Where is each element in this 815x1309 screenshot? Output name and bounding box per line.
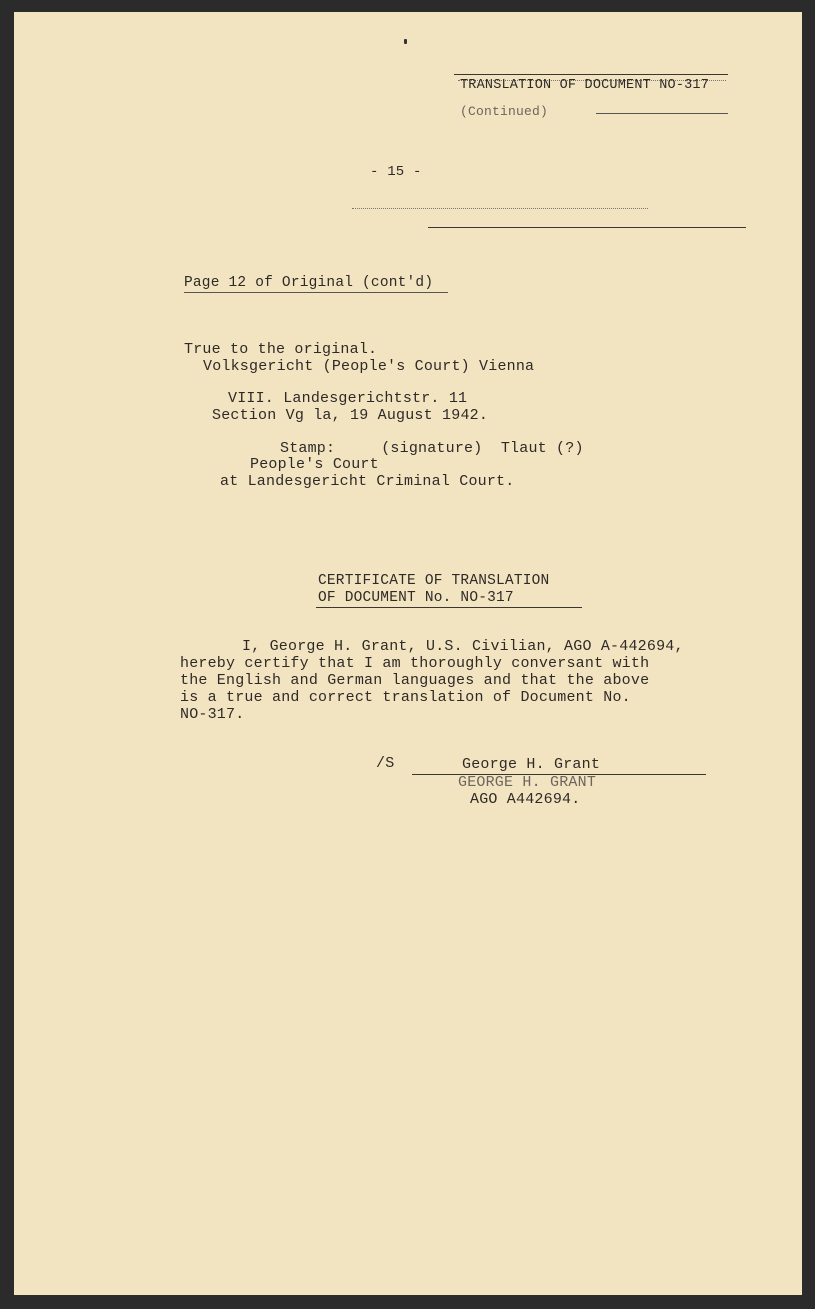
certificate-line-2: hereby certify that I am thoroughly conversant with <box>180 655 650 672</box>
certificate-line-5: NO-317. <box>180 706 245 723</box>
signature-ago-number: AGO A442694. <box>470 791 581 808</box>
certificate-line-4: is a true and correct translation of Document No. <box>180 689 631 706</box>
court-name: Volksgericht (People's Court) Vienna <box>203 358 535 375</box>
page-reference-underline <box>184 292 448 293</box>
signature-prefix: /S <box>376 755 395 772</box>
stamp-court: People's Court <box>250 456 379 473</box>
document-page <box>14 12 802 1295</box>
court-address: VIII. Landesgerichtstr. 11 <box>228 390 468 407</box>
stamp-bottom-rule <box>596 113 728 114</box>
true-to-original: True to the original. <box>184 341 378 358</box>
signature-name: George H. Grant <box>462 756 601 773</box>
stamp-top-rule <box>454 74 728 75</box>
ink-mark <box>404 39 407 44</box>
certificate-subtitle: OF DOCUMENT No. NO-317 <box>318 590 514 606</box>
strip-rule <box>428 227 746 228</box>
certificate-line-3: the English and German languages and that the above <box>180 672 650 689</box>
page-number: - 15 - <box>370 164 422 180</box>
faint-strip-line <box>352 208 648 209</box>
signature-name-caps: GEORGE H. GRANT <box>458 774 597 791</box>
page-reference: Page 12 of Original (cont'd) <box>184 275 434 291</box>
stamp-court-location: at Landesgericht Criminal Court. <box>220 473 515 490</box>
stamp-continued: (Continued) <box>460 104 549 119</box>
certificate-underline <box>316 607 582 608</box>
certificate-line-1: I, George H. Grant, U.S. Civilian, AGO A-442694, <box>242 638 684 655</box>
certificate-title: CERTIFICATE OF TRANSLATION <box>318 573 550 589</box>
stamp-title: TRANSLATION OF DOCUMENT NO-317 <box>460 78 710 93</box>
section-date: Section Vg la, 19 August 1942. <box>212 407 489 424</box>
stamp-signature-line: Stamp: (signature) Tlaut (?) <box>280 440 584 457</box>
